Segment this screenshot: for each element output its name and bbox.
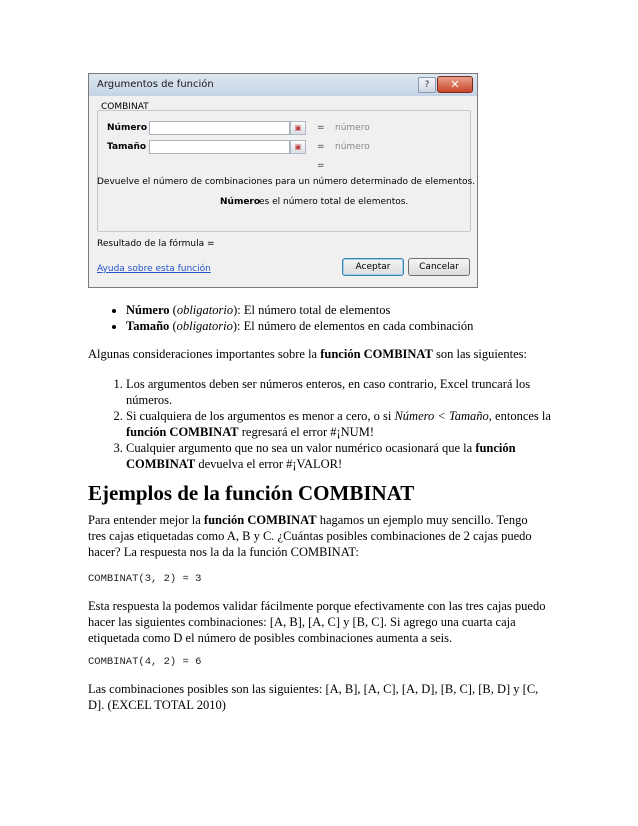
help-link[interactable]: Ayuda sobre esta función <box>97 264 211 274</box>
tamano-input[interactable] <box>149 140 290 154</box>
paragraph: Para entender mejor la función COMBINAT hagamos un ejemplo muy sencillo. Tengo tres cajas etiquetadas como A, B y C. ¿Cuántas posibles combinaciones de 2 cajas puedo hacer? La respuesta nos la da la función COMBINAT: <box>88 513 532 559</box>
function-name: COMBINAT <box>101 102 149 112</box>
function-arguments-dialog <box>88 73 478 288</box>
list-item: • Tamaño (obligatorio): El número de elementos en cada combinación <box>126 318 566 334</box>
close-icon[interactable]: ✕ <box>437 76 473 93</box>
code-example: COMBINAT(3, 2) = 3 <box>88 573 202 585</box>
range-select-icon[interactable]: ▣ <box>290 140 306 154</box>
list-item: 3. Cualquier argumento que no sea un valor numérico ocasionará que la función COMBINAT devuelva el error #¡VALOR! <box>126 440 556 472</box>
numero-label: Número <box>107 123 148 133</box>
param-description: es el número total de elementos. <box>259 197 409 207</box>
dialog-title: Argumentos de función <box>97 79 214 90</box>
accept-button[interactable]: Aceptar <box>342 258 404 276</box>
equals-sign: = <box>317 142 325 152</box>
list-item: 1. Los argumentos deben ser números enteros, en caso contrario, Excel truncará los números. <box>126 376 556 408</box>
numero-hint: número <box>335 123 370 133</box>
help-question-icon[interactable]: ? <box>418 77 436 93</box>
list-item: 2. Si cualquiera de los argumentos es menor a cero, o si Número < Tamaño, entonces la función COMBINAT regresará el error #¡NUM! <box>126 408 556 440</box>
intro-paragraph: Algunas consideraciones importantes sobre la función COMBINAT son las siguientes: <box>88 347 527 361</box>
code-example: COMBINAT(4, 2) = 6 <box>88 656 202 668</box>
paragraph: Esta respuesta la podemos validar fácilmente porque efectivamente con las tres cajas puedo hacer las siguientes combinaciones: [A, B], [A, C] y [B, C]. Si agrego una cuarta caja etiquetada como D el número de posibles combinaciones aumenta a seis. <box>88 599 546 645</box>
section-heading: Ejemplos de la función COMBINAT <box>88 481 415 505</box>
list-item: • Número (obligatorio): El número total de elementos <box>126 302 566 318</box>
argument-list <box>88 302 566 334</box>
paragraph: Las combinaciones posibles son las siguientes: [A, B], [A, C], [A, D], [B, C], [B, D] y [C, D]. (EXCEL TOTAL 2010) <box>88 682 539 712</box>
numero-input[interactable] <box>149 121 290 135</box>
dialog-titlebar <box>89 74 477 96</box>
param-name: Número <box>220 197 261 207</box>
function-description: Devuelve el número de combinaciones para un número determinado de elementos. <box>97 177 476 187</box>
tamano-label: Tamaño <box>107 142 147 152</box>
range-select-icon[interactable]: ▣ <box>290 121 306 135</box>
result-equals-sign: = <box>317 161 325 171</box>
tamano-hint: número <box>335 142 370 152</box>
considerations-list <box>88 376 556 472</box>
cancel-button[interactable]: Cancelar <box>408 258 470 276</box>
formula-result-label: Resultado de la fórmula = <box>97 239 215 249</box>
equals-sign: = <box>317 123 325 133</box>
